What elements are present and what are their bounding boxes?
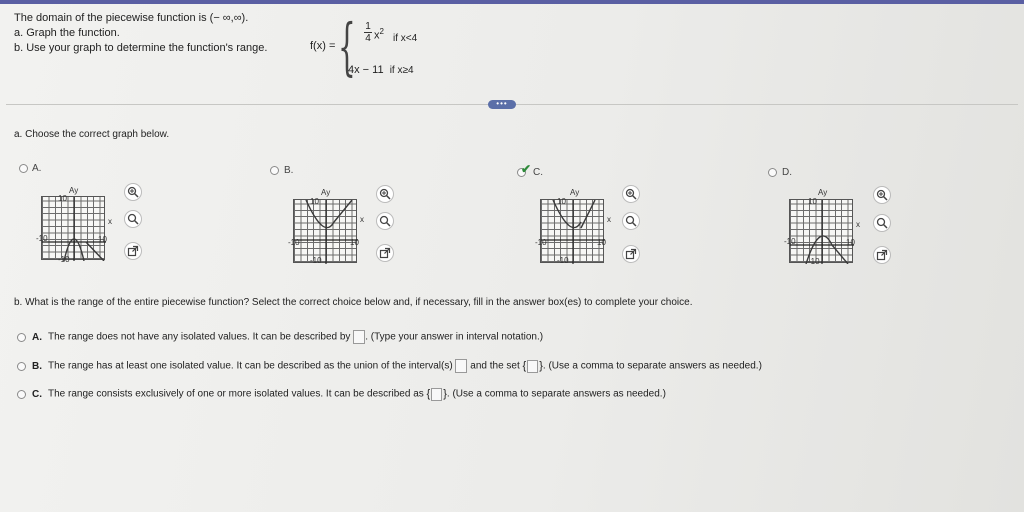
function-label: f(x) = — [310, 40, 336, 52]
popout-icon[interactable] — [376, 244, 394, 262]
task-b: b. Use your graph to determine the function's range. — [14, 42, 268, 54]
zoom-in-icon[interactable] — [124, 183, 142, 201]
more-options-button[interactable]: ••• — [488, 100, 516, 109]
piece2-expression: 4x − 11 if x≥4 — [348, 64, 414, 76]
graph-option-b: Ay 10 x -10 10 -10 — [288, 188, 364, 265]
graph-option-b-label: B. — [284, 165, 294, 176]
range-option-b: B. The range has at least one isolated value. It can be described as the union of the interval(s) and the set { } . (Use a comma to separate answers as needed.) — [32, 360, 762, 372]
zoom-out-icon[interactable] — [622, 212, 640, 230]
checkmark-icon: ✔ — [521, 162, 532, 176]
top-accent-bar — [0, 0, 1024, 4]
task-a: a. Graph the function. — [14, 27, 120, 39]
popout-icon[interactable] — [622, 245, 640, 263]
range-option-c: C. The range consists exclusively of one or more isolated values. It can be described as { } . (Use a comma to separate answers as needed.) — [32, 388, 666, 400]
part-a-prompt: a. Choose the correct graph below. — [14, 129, 170, 140]
zoom-in-icon[interactable] — [873, 186, 891, 204]
isolated-values-input[interactable]: { } — [426, 388, 447, 400]
fraction-denominator: 4 — [365, 33, 371, 44]
union-interval-input[interactable] — [455, 359, 467, 373]
graph-option-a-label: A. — [32, 163, 42, 174]
piece1-expression: $x^2$ — [374, 27, 384, 42]
zoom-out-icon[interactable] — [873, 214, 891, 232]
graph-option-a: Ay 10 x -10 10 -10 — [36, 186, 112, 264]
graph-option-d-label: D. — [782, 167, 792, 178]
graph-option-c: Ay 10 x -10 10 -10 — [535, 188, 611, 265]
piece1-condition: if x<4 — [393, 33, 418, 44]
zoom-out-icon[interactable] — [376, 212, 394, 230]
zoom-in-icon[interactable] — [622, 185, 640, 203]
isolated-set-input[interactable]: { } — [522, 360, 543, 372]
graph-option-d: Ay 10 x -10 10 -10 — [784, 188, 860, 266]
fraction-numerator: 1 — [365, 21, 371, 32]
popout-icon[interactable] — [873, 246, 891, 264]
part-b-prompt: b. What is the range of the entire piecewise function? Select the correct choice below and, if necessary, fill in the answer box(es) to complete your choice. — [14, 297, 693, 308]
range-option-a-radio[interactable] — [17, 333, 26, 342]
graph-option-b-radio[interactable] — [270, 166, 279, 175]
range-interval-input[interactable] — [353, 330, 365, 344]
graph-option-a-radio[interactable] — [19, 164, 28, 173]
fraction — [363, 21, 373, 44]
range-option-c-radio[interactable] — [17, 390, 26, 399]
graph-option-c-label: C. — [533, 167, 543, 178]
graph-option-d-radio[interactable] — [768, 168, 777, 177]
zoom-out-icon[interactable] — [124, 210, 142, 228]
brace-icon: { — [338, 10, 356, 83]
popout-icon[interactable] — [124, 242, 142, 260]
range-option-a: A. The range does not have any isolated values. It can be described by . (Type your answer in interval notation.) — [32, 331, 544, 343]
range-option-b-radio[interactable] — [17, 362, 26, 371]
zoom-in-icon[interactable] — [376, 185, 394, 203]
domain-statement: The domain of the piecewise function is (− ∞,∞). — [14, 12, 249, 24]
